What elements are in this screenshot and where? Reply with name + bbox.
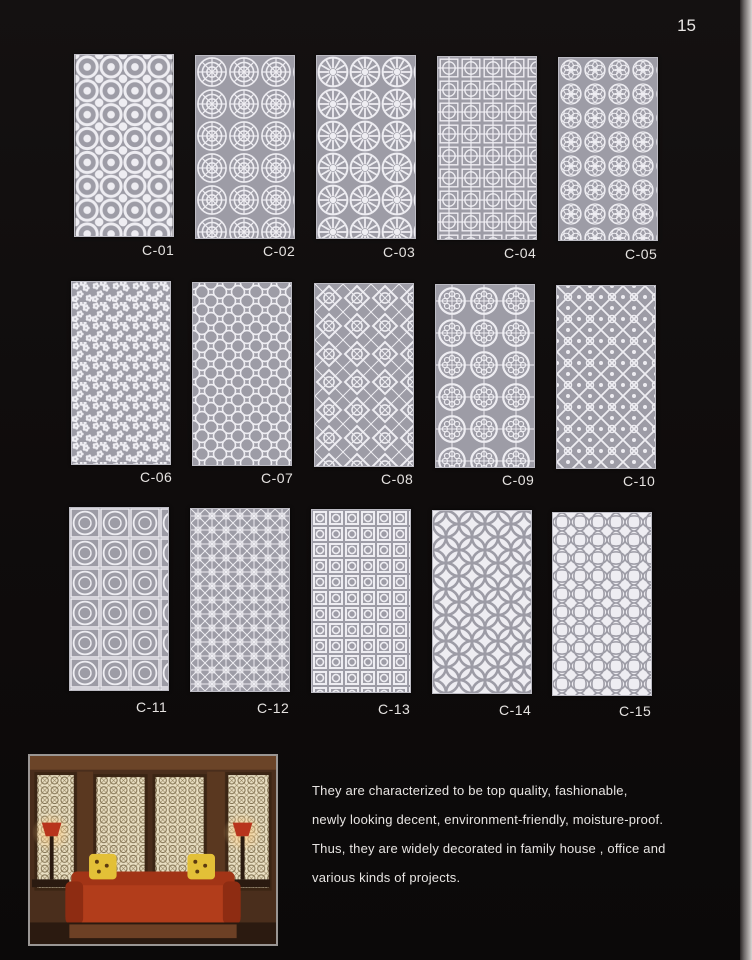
- panel-c03: [316, 55, 416, 239]
- pattern-c14: [433, 511, 531, 693]
- panel-c13: [311, 509, 411, 693]
- panel-code: C-10: [623, 473, 656, 489]
- panel-code: C-02: [263, 243, 296, 259]
- panel-c06: [71, 281, 171, 465]
- panel-c02: [195, 55, 295, 239]
- pattern-c03: [317, 56, 415, 238]
- description-line: They are characterized to be top quality, fashionable,: [312, 783, 628, 798]
- panel-c09: [435, 284, 535, 468]
- panel-code: C-03: [383, 244, 416, 260]
- description-line: Thus, they are widely decorated in family house , office and: [312, 841, 666, 856]
- panel-code: C-04: [504, 245, 537, 261]
- panel-c15: [552, 512, 652, 696]
- pattern-c06: [72, 282, 170, 464]
- pattern-c05: [559, 58, 657, 240]
- pattern-c12: [191, 509, 289, 691]
- pattern-c07: [193, 283, 291, 465]
- pattern-c02: [196, 56, 294, 238]
- panel-code: C-09: [502, 472, 535, 488]
- page-number: 15: [677, 16, 696, 35]
- panel-code: C-14: [499, 702, 532, 718]
- panel-c04: [437, 56, 537, 240]
- pattern-c13: [312, 510, 410, 692]
- panel-code: C-06: [140, 469, 173, 485]
- panel-code: C-05: [625, 246, 658, 262]
- page-edge: [740, 0, 752, 960]
- pattern-c09: [436, 285, 534, 467]
- panel-code: C-01: [142, 242, 175, 258]
- pattern-c10: [557, 286, 655, 468]
- panel-c01: [74, 54, 174, 237]
- panel-code: C-13: [378, 701, 411, 717]
- description-line: newly looking decent, environment-friendly, moisture-proof.: [312, 812, 664, 827]
- panel-c08: [314, 283, 414, 467]
- pattern-c15: [553, 513, 651, 695]
- panel-code: C-15: [619, 703, 652, 719]
- description-line: various kinds of projects.: [312, 870, 461, 885]
- panel-code: C-12: [257, 700, 290, 716]
- panel-code: C-07: [261, 470, 294, 486]
- pattern-c08: [315, 284, 413, 466]
- pattern-c11: [70, 508, 168, 690]
- pattern-c01: [75, 55, 173, 236]
- panel-c05: [558, 57, 658, 241]
- panel-c07: [192, 282, 292, 466]
- room-photo: [28, 754, 278, 946]
- panel-code: C-11: [136, 699, 168, 715]
- pattern-c04: [438, 57, 536, 239]
- panel-c11: [69, 507, 169, 691]
- panel-c10: [556, 285, 656, 469]
- description: [312, 776, 712, 892]
- panel-c12: [190, 508, 290, 692]
- panel-c14: [432, 510, 532, 694]
- panel-code: C-08: [381, 471, 414, 487]
